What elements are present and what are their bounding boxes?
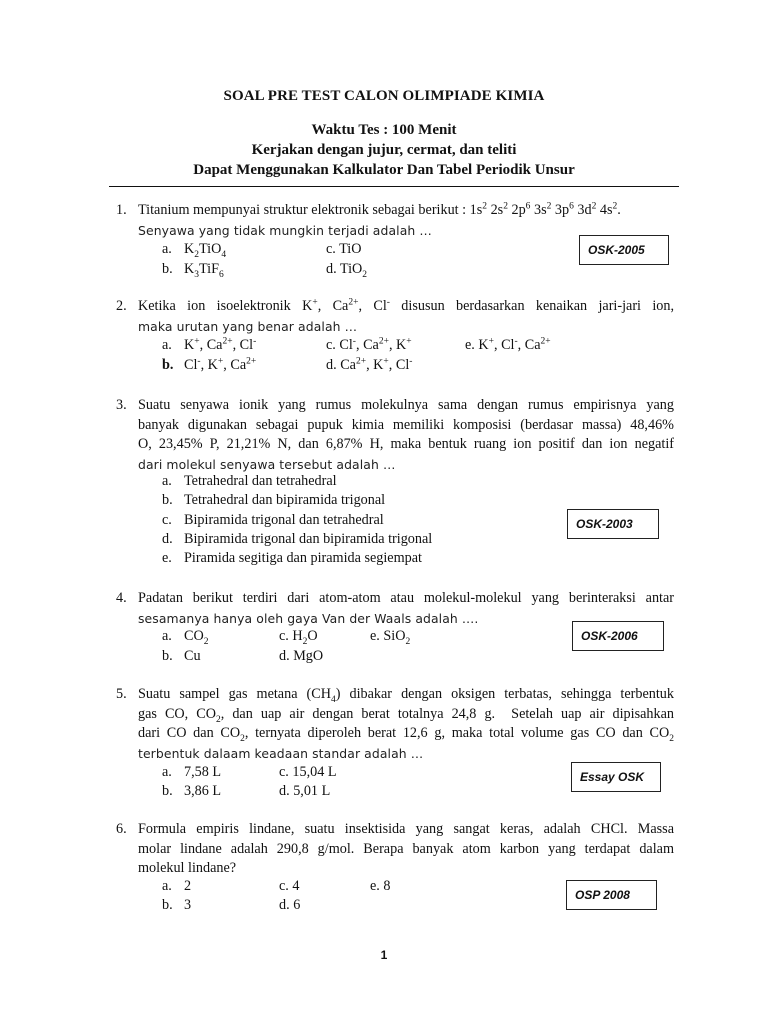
- question-text-line: Ketika ion isoelektronik K+, $Ca^{2+}$, Cl- disusun berdasarkan kenaikan jari-jari ion,: [138, 297, 675, 314]
- question-text-line: molar lindane adalah 290,8 g/mol. Berapa banyak atom karbon yang terdapat dalam: [138, 840, 674, 857]
- option-d: d. 6: [279, 897, 301, 913]
- question-number: 2.: [116, 298, 127, 314]
- instruction-honesty: Kerjakan dengan jujur, cermat, dan teliti: [251, 142, 517, 158]
- option-b: b. 3,86 L: [162, 783, 222, 799]
- option-b: b. 3: [162, 897, 192, 913]
- source-badge: OSK-2003: [567, 509, 659, 539]
- option-d: d. MgO: [279, 648, 324, 664]
- header-divider: [109, 186, 679, 187]
- option-a: a. 7,58 L: [162, 764, 222, 780]
- option-e: e. 8: [370, 878, 391, 894]
- option-c: c. $H_2O$: [279, 628, 318, 647]
- question-text-line: gas CO, $CO_2$, dan uap air dengan berat totalnya 24,8 g. Setelah uap air dipisahkan: [138, 705, 674, 725]
- option-a: a. $CO_2$: [162, 628, 209, 647]
- question-number: 5.: [116, 686, 127, 702]
- source-badge: OSK-2005: [579, 235, 669, 265]
- source-badge: OSK-2006: [572, 621, 664, 651]
- question-number: 4.: [116, 590, 127, 606]
- question-text-line: O, 23,45% P, 21,21% N, dan 6,87% H, maka bentuk ruang ion positif dan ion negatif: [138, 436, 674, 452]
- option-b: b. Tetrahedral dan bipiramida trigonal: [162, 492, 386, 508]
- option-b: b. $K_3TiF_6$: [162, 261, 224, 280]
- question-text-line: Senyawa yang tidak mungkin terjadi adalah …: [138, 222, 432, 238]
- option-a: a. 2: [162, 878, 192, 894]
- question-text-line: Formula empiris lindane, suatu insektisida yang sangat keras, adalah CHCl. Massa: [138, 821, 674, 837]
- question-number: 3.: [116, 397, 127, 413]
- source-badge: Essay OSK: [571, 762, 661, 792]
- instruction-calculator: Dapat Menggunakan Kalkulator Dan Tabel Periodik Unsur: [193, 162, 575, 178]
- option-d: d. TiO$_2$: [326, 261, 368, 280]
- test-duration: Waktu Tes : 100 Menit: [311, 122, 457, 138]
- option-c: c. Cl-, $Ca^{2+}$, K+: [326, 336, 412, 353]
- question-text-line: Titanium mempunyai struktur elektronik sebagai berikut : $1s^2$ $2s^2$ $2p^6$ $3s^2$ $3p^6$ $3d^2$ $4s^2$.: [138, 201, 621, 218]
- question-text-line: dari molekul senyawa tersebut adalah …: [138, 456, 396, 472]
- question-text-line: Padatan berikut terdiri dari atom-atom atau molekul-molekul yang berinteraksi antar: [138, 590, 674, 606]
- question-text-line: sesamanya hanya oleh gaya Van der Waals adalah ….: [138, 610, 479, 626]
- question-number: 1.: [116, 202, 127, 218]
- question-number: 6.: [116, 821, 127, 837]
- option-b: b. Cu: [162, 648, 201, 664]
- option-c: c. Bipiramida trigonal dan tetrahedral: [162, 512, 384, 528]
- option-a: a. K+, $Ca^{2+}$, Cl-: [162, 336, 257, 353]
- question-text-line: molekul lindane?: [138, 860, 237, 876]
- option-c: c. 4: [279, 878, 300, 894]
- option-e: e. SiO$_2$: [370, 628, 411, 647]
- option-a: a. $K_2TiO_4$: [162, 241, 227, 260]
- question-text-line: maka urutan yang benar adalah …: [138, 318, 358, 334]
- question-text-line: dari CO dan $CO_2$, ternyata diperoleh berat 12,6 g, maka total volume gas CO dan $CO_2$: [138, 725, 674, 744]
- option-d: d. 5,01 L: [279, 783, 331, 799]
- option-c: c. 15,04 L: [279, 764, 337, 780]
- question-text-line: banyak digunakan sebagai pupuk kimia memiliki komposisi (berdasar massa) 48,46%: [138, 416, 674, 433]
- document-title: SOAL PRE TEST CALON OLIMPIADE KIMIA: [223, 88, 545, 104]
- option-a: a. Tetrahedral dan tetrahedral: [162, 473, 337, 489]
- option-e: e. Piramida segitiga dan piramida segiempat: [162, 550, 422, 566]
- question-text-line: terbentuk dalaam keadaan standar adalah …: [138, 745, 424, 761]
- option-c: c. TiO: [326, 241, 362, 257]
- source-badge: OSP 2008: [566, 880, 657, 910]
- option-d: d. $Ca^{2+}$, K+, Cl-: [326, 356, 413, 373]
- question-text-line: Suatu senyawa ionik yang rumus molekulnya sama dengan rumus empirisnya yang: [138, 397, 674, 413]
- option-d: d. Bipiramida trigonal dan bipiramida trigonal: [162, 531, 433, 547]
- question-text-line: Suatu sampel gas metana $(CH_4)$ dibakar dengan oksigen terbatas, sehingga terbentuk: [138, 686, 674, 705]
- option-e: e. K+, Cl-, $Ca^{2+}$: [465, 336, 551, 353]
- option-b: b. Cl-, K+, $Ca^{2+}$: [162, 356, 257, 373]
- page-number: 1: [380, 948, 388, 962]
